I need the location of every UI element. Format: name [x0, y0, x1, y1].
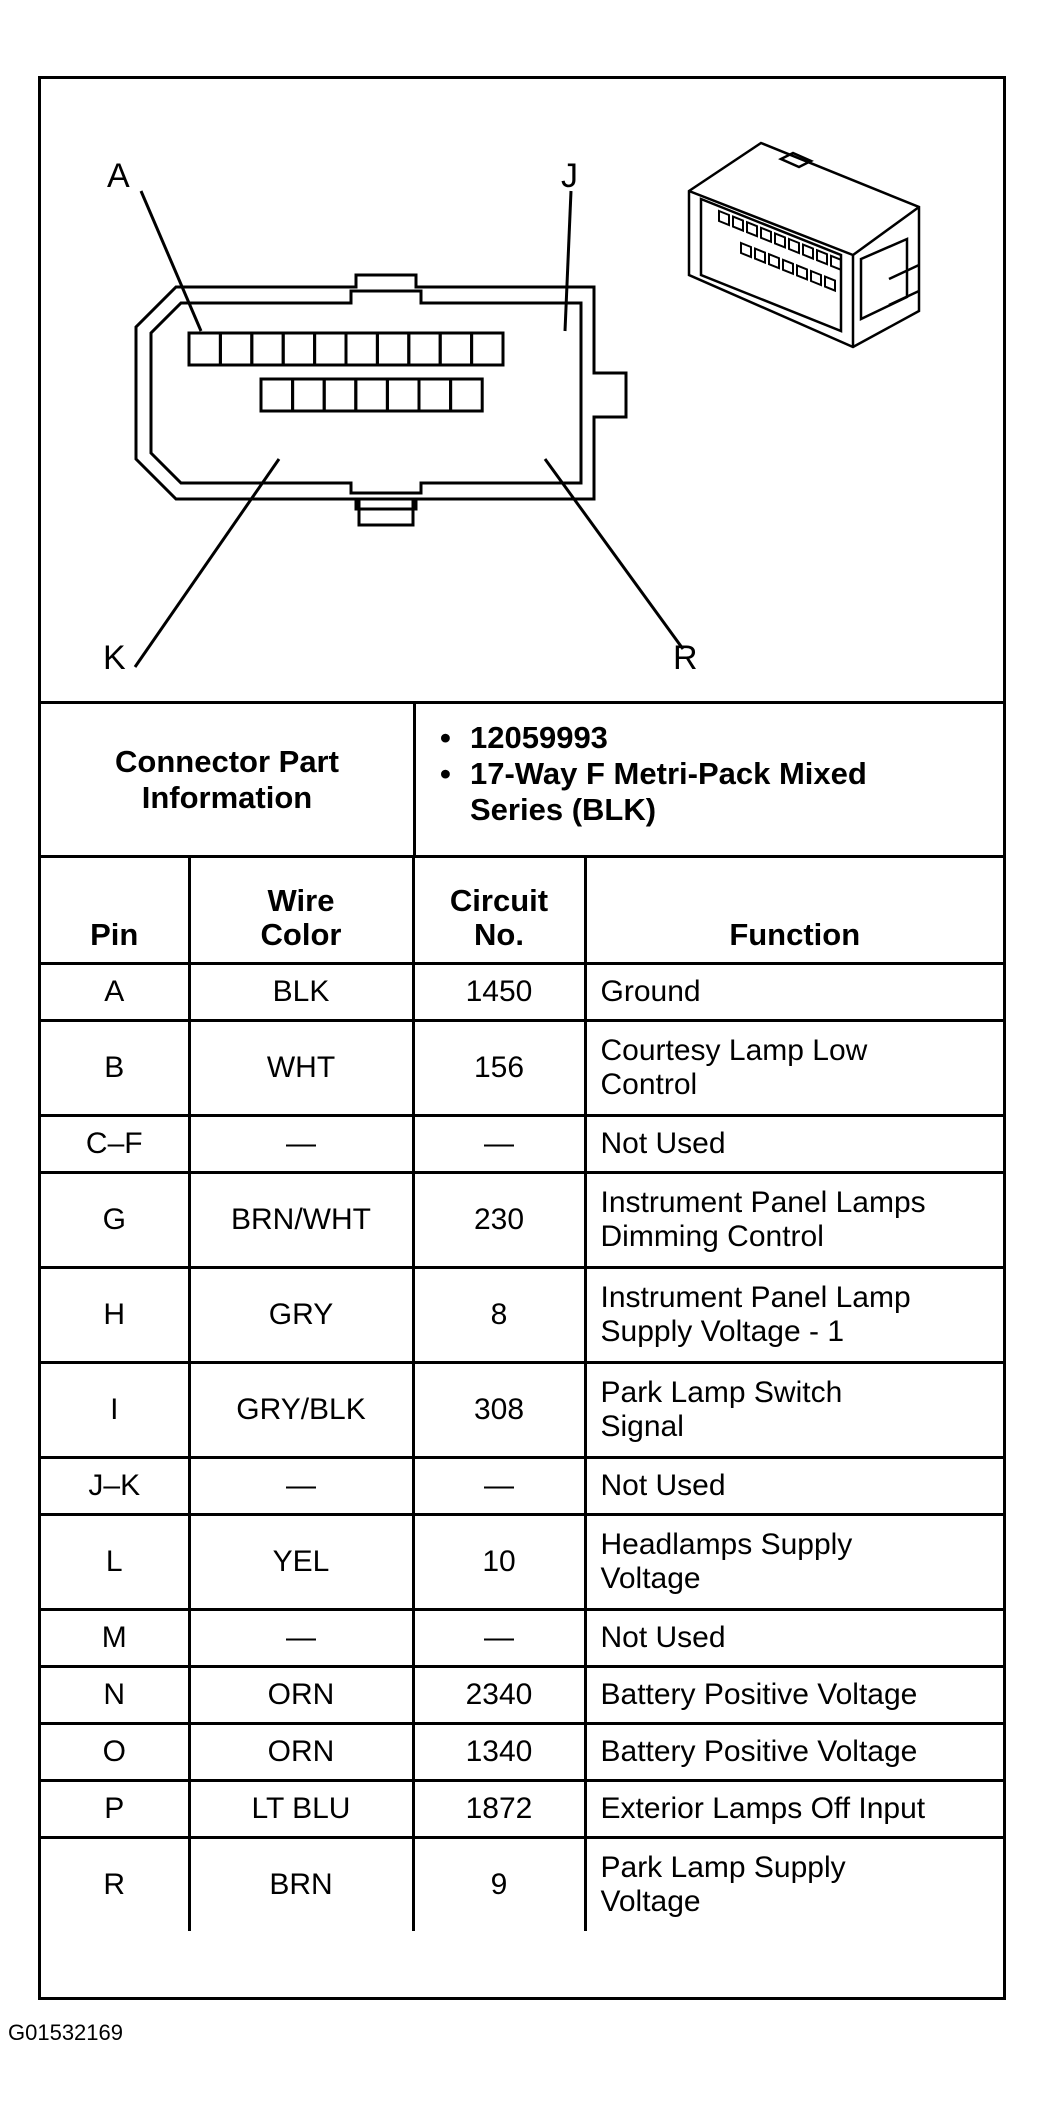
circuit-cell: 230 — [413, 1173, 585, 1268]
pin-cell: M — [41, 1610, 189, 1667]
iso-cavity — [789, 239, 799, 253]
part-number: 12059993 — [470, 720, 608, 755]
table-row — [41, 964, 1003, 1021]
wire-color-cell: BRN/WHT — [189, 1173, 413, 1268]
pin-cell: G — [41, 1173, 189, 1268]
pin-label-k: K — [103, 639, 126, 677]
table-row — [41, 1021, 1003, 1116]
connector-type-bullet — [440, 756, 1003, 828]
circuit-cell: 9 — [413, 1838, 585, 1932]
connector-part-values — [416, 704, 1003, 855]
wire-color-cell: ORN — [189, 1667, 413, 1724]
function-cell: Headlamps Supply Voltage — [585, 1515, 1003, 1610]
bottom-row-cavity — [419, 379, 451, 411]
bottom-row-cavity — [324, 379, 356, 411]
header-pin: Pin — [41, 857, 189, 964]
bullet-icon: • — [440, 720, 451, 755]
circuit-cell: 2340 — [413, 1667, 585, 1724]
figure-id: G01532169 — [8, 2020, 123, 2045]
bottom-row-cavity — [293, 379, 325, 411]
circuit-cell: 1872 — [413, 1781, 585, 1838]
top-row-cavity — [440, 333, 471, 365]
connector-sheet — [38, 76, 1006, 2000]
table-row — [41, 1515, 1003, 1610]
connector-face-diagram — [41, 79, 1003, 701]
connector-part-label — [41, 704, 416, 855]
top-row-cavity — [220, 333, 251, 365]
circuit-cell: — — [413, 1116, 585, 1173]
leader-line-j — [565, 191, 571, 331]
bottom-row-cavity — [261, 379, 293, 411]
iso-cavity — [761, 228, 771, 242]
top-row-cavity — [346, 333, 377, 365]
table-row — [41, 1667, 1003, 1724]
wire-color-cell: BRN — [189, 1838, 413, 1932]
function-cell: Ground — [585, 964, 1003, 1021]
connector-body-outline — [136, 275, 626, 509]
pin-cell: B — [41, 1021, 189, 1116]
bottom-row-cavity — [387, 379, 419, 411]
wire-color-cell: BLK — [189, 964, 413, 1021]
bullet-icon: • — [440, 756, 451, 791]
function-cell: Park Lamp Supply Voltage — [585, 1838, 1003, 1932]
pin-cell: P — [41, 1781, 189, 1838]
iso-cavity — [817, 250, 827, 264]
top-row-cavity — [252, 333, 283, 365]
table-row — [41, 1116, 1003, 1173]
pin-cell: C–F — [41, 1116, 189, 1173]
table-row — [41, 1363, 1003, 1458]
header-function: Function — [585, 857, 1003, 964]
wire-color-cell: YEL — [189, 1515, 413, 1610]
pin-cell: N — [41, 1667, 189, 1724]
top-row-cavity — [409, 333, 440, 365]
function-cell: Battery Positive Voltage — [585, 1724, 1003, 1781]
pin-cell: J–K — [41, 1458, 189, 1515]
top-row-cavity — [315, 333, 346, 365]
connector-type: 17-Way F Metri-Pack Mixed — [470, 756, 867, 791]
table-header-row — [41, 857, 1003, 964]
pin-cell: R — [41, 1838, 189, 1932]
connector-series: Series (BLK) — [470, 792, 657, 827]
iso-cavity — [733, 217, 743, 231]
function-cell: Park Lamp Switch Signal — [585, 1363, 1003, 1458]
function-cell: Not Used — [585, 1458, 1003, 1515]
pin-cell: L — [41, 1515, 189, 1610]
circuit-cell: 10 — [413, 1515, 585, 1610]
iso-cavity — [747, 222, 757, 236]
leader-line-r — [545, 459, 683, 649]
wire-color-cell: GRY/BLK — [189, 1363, 413, 1458]
top-row-cavity — [283, 333, 314, 365]
table-row — [41, 1610, 1003, 1667]
circuit-cell: 1340 — [413, 1724, 585, 1781]
wire-color-cell: GRY — [189, 1268, 413, 1363]
cavity-row-top — [189, 333, 503, 365]
part-number-bullet — [440, 720, 1003, 756]
pin-function-table — [41, 855, 1003, 1931]
iso-cavity — [811, 271, 821, 285]
circuit-cell: 156 — [413, 1021, 585, 1116]
header-wire-color: Wire Color — [189, 857, 413, 964]
function-cell: Instrument Panel Lamps Dimming Control — [585, 1173, 1003, 1268]
top-row-cavity — [189, 333, 220, 365]
wire-color-cell: ORN — [189, 1724, 413, 1781]
circuit-cell: 308 — [413, 1363, 585, 1458]
pin-cell: H — [41, 1268, 189, 1363]
table-row — [41, 1268, 1003, 1363]
table-row — [41, 1173, 1003, 1268]
iso-cavity — [719, 211, 729, 225]
leader-line-a — [141, 191, 201, 331]
cavity-row-bottom — [261, 379, 482, 411]
pin-label-a: A — [107, 157, 130, 195]
circuit-cell: 8 — [413, 1268, 585, 1363]
connector-part-label-line1: Connector Part — [115, 743, 339, 779]
pin-cell: O — [41, 1724, 189, 1781]
function-cell: Courtesy Lamp Low Control — [585, 1021, 1003, 1116]
table-row — [41, 1458, 1003, 1515]
iso-cavity — [755, 249, 765, 263]
wire-color-cell: — — [189, 1116, 413, 1173]
iso-cavity — [769, 254, 779, 268]
circuit-cell: — — [413, 1610, 585, 1667]
bottom-row-cavity — [451, 379, 483, 411]
iso-cavity — [741, 243, 751, 257]
top-row-cavity — [377, 333, 408, 365]
circuit-cell: 1450 — [413, 964, 585, 1021]
circuit-cell: — — [413, 1458, 585, 1515]
function-cell: Not Used — [585, 1116, 1003, 1173]
table-row — [41, 1838, 1003, 1932]
connector-bottom-tab — [359, 499, 413, 525]
wire-color-cell: LT BLU — [189, 1781, 413, 1838]
function-cell: Exterior Lamps Off Input — [585, 1781, 1003, 1838]
iso-cavity — [797, 265, 807, 279]
table-row — [41, 1724, 1003, 1781]
top-row-cavity — [472, 333, 503, 365]
iso-cavity — [803, 245, 813, 259]
function-cell: Battery Positive Voltage — [585, 1667, 1003, 1724]
wire-color-cell: — — [189, 1458, 413, 1515]
pin-cell: I — [41, 1363, 189, 1458]
header-circuit-no: Circuit No. — [413, 857, 585, 964]
pin-cell: A — [41, 964, 189, 1021]
iso-cavity — [783, 260, 793, 274]
connector-part-information — [41, 701, 1003, 855]
function-cell: Instrument Panel Lamp Supply Voltage - 1 — [585, 1268, 1003, 1363]
wire-color-cell: — — [189, 1610, 413, 1667]
iso-cavity — [775, 233, 785, 247]
connector-part-label-line2: Information — [141, 779, 313, 815]
iso-cavity — [831, 256, 841, 270]
iso-cavity — [825, 277, 835, 291]
connector-inner-outline — [151, 291, 581, 493]
pin-label-r: R — [673, 639, 698, 677]
wire-color-cell: WHT — [189, 1021, 413, 1116]
pin-label-j: J — [561, 157, 578, 195]
table-row — [41, 1781, 1003, 1838]
bottom-row-cavity — [356, 379, 388, 411]
leader-line-k — [135, 459, 279, 667]
function-cell: Not Used — [585, 1610, 1003, 1667]
